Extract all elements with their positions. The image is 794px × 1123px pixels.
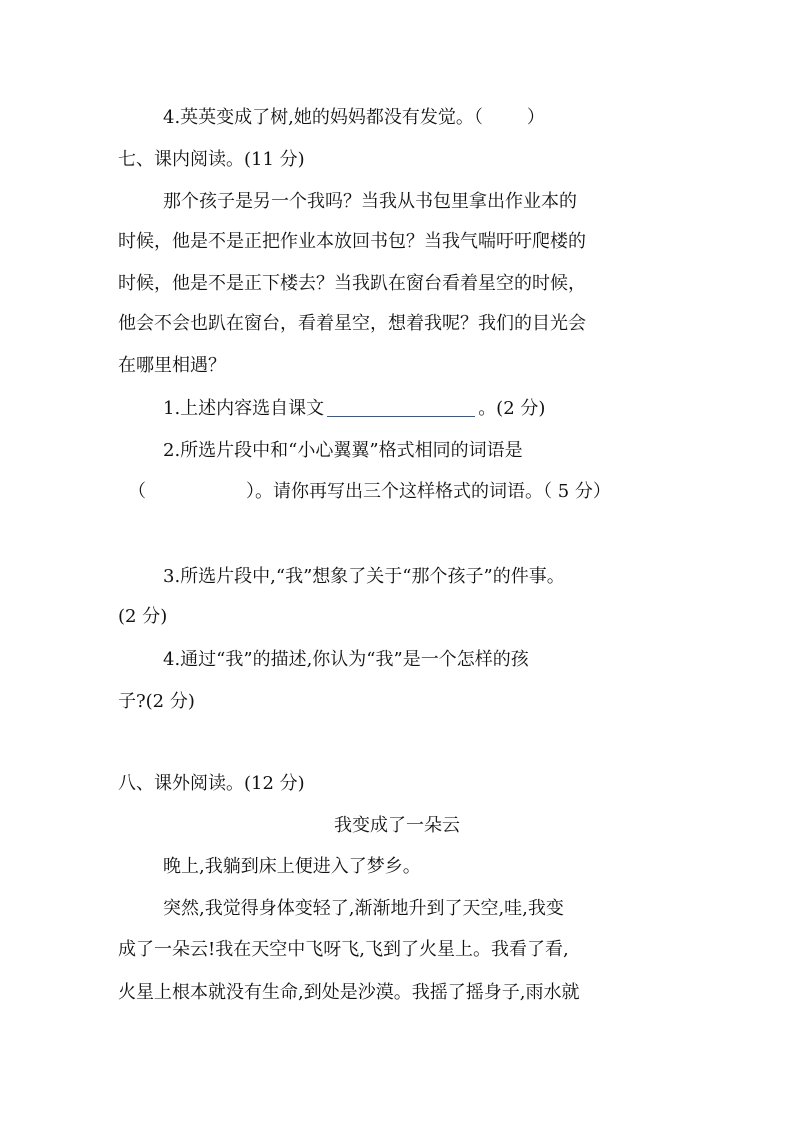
- section6-item4: 4.英英变成了树,她的妈妈都没有发觉。（ ）: [163, 107, 545, 128]
- story-paragraph-2-line-3: 火星上根本就没有生命,到处是沙漠。我摇了摇身子,雨水就: [118, 982, 580, 1003]
- answer-blank-line[interactable]: [327, 398, 475, 417]
- section7-passage-line-3: 时候，他是不是正下楼去？当我趴在窗台看着星空的时候，: [118, 273, 586, 294]
- section7-question-2-continued: （ ）。请你再写出三个这样格式的词语。（ 5 分）: [128, 481, 611, 502]
- section7-question-3: 3.所选片段中,“我”想象了关于“那个孩子”的件事。: [163, 566, 565, 587]
- story-paragraph-2-line-2: 成了一朵云!我在天空中飞呀飞,飞到了火星上。我看了看,: [118, 939, 569, 960]
- section7-question-4-continued: 子?(2 分): [118, 691, 195, 712]
- section7-question-2: 2.所选片段中和“小心翼翼”格式相同的词语是: [163, 440, 523, 461]
- section8-heading: 八、课外阅读。(12 分): [118, 773, 305, 794]
- story-title: 我变成了一朵云: [334, 815, 460, 836]
- story-paragraph-2-line-1: 突然,我觉得身体变轻了,渐渐地升到了天空,哇,我变: [163, 898, 564, 919]
- section7-passage-line-4: 他会不会也趴在窗台，看着星空，想着我呢？我们的目光会: [118, 313, 586, 334]
- section7-question-4: 4.通过“我”的描述,你认为“我”是一个怎样的孩: [163, 649, 529, 670]
- section7-heading: 七、课内阅读。(11 分): [118, 149, 305, 170]
- story-paragraph-1: 晚上,我躺到床上便进入了梦乡。: [163, 856, 421, 877]
- section7-passage-line-2: 时候，他是不是正把作业本放回书包？当我气喘吁吁爬楼的: [118, 231, 586, 252]
- section7-question-1: 1.上述内容选自课文 。(2 分): [163, 398, 546, 419]
- section7-passage-line-1: 那个孩子是另一个我吗？当我从书包里拿出作业本的: [163, 191, 577, 212]
- section7-question-3-score: (2 分): [118, 606, 168, 627]
- section7-passage-line-5: 在哪里相遇？: [118, 355, 226, 376]
